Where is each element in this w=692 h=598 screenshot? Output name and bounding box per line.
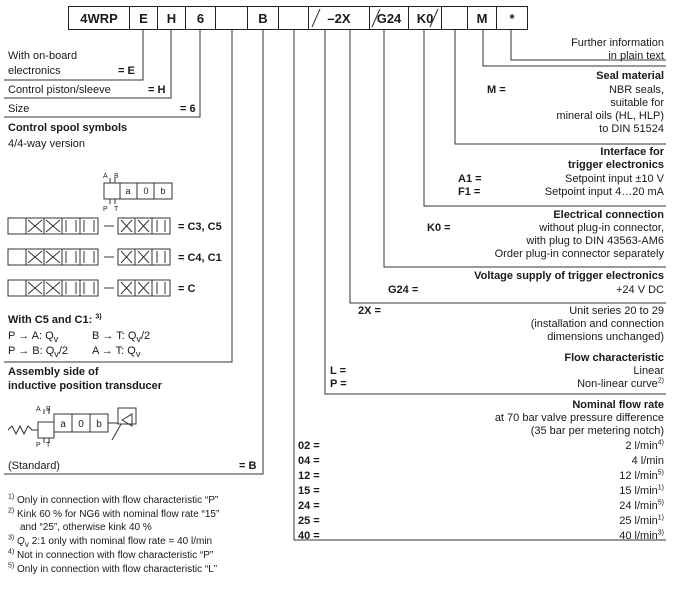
spool-code-c: = C — [178, 283, 196, 295]
f1-text: Setpoint input 4…20 mA — [544, 186, 664, 198]
footnote-5 — [8, 563, 217, 576]
rate-code-24: 24 = — [298, 500, 320, 512]
rate-value-40-sup: 3) — [657, 529, 664, 537]
rate-value-25-text: 25 l/min — [619, 515, 658, 527]
flow-bt-text: B → T: Q — [92, 330, 137, 342]
code-text: 4WRP — [80, 10, 118, 26]
rate-value-02 — [625, 440, 664, 453]
piston-label: Control piston/sleeve — [8, 84, 111, 96]
footnote-2-cont — [20, 521, 152, 534]
standard-code: = B — [239, 460, 257, 472]
footnote-2 — [8, 508, 219, 521]
nominal-flow-sub-2: (35 bar per metering notch) — [530, 425, 664, 437]
box-a-label: a — [125, 186, 131, 196]
port-p-label: P — [103, 206, 108, 213]
footnote-3-sub: v — [24, 539, 29, 549]
trans-port-b-label: B — [46, 406, 51, 413]
rate-value-24-sup: 5) — [657, 499, 664, 507]
transducer-symbol — [8, 408, 136, 443]
spool-code-c4-c1: = C4, C1 — [178, 252, 222, 264]
rate-value-12-sup: 5) — [657, 469, 664, 477]
rate-value-25 — [619, 515, 664, 528]
flow-at-sub: v — [135, 349, 141, 360]
piston-code: = H — [148, 84, 166, 96]
rate-code-25: 25 = — [298, 515, 320, 527]
footnote-2-cont-text: and “25”, otherwise kink 40 % — [20, 522, 152, 533]
code-text: –2X — [327, 10, 351, 26]
footnote-1 — [8, 494, 218, 507]
footnote-3-text: 2:1 only with nominal flow rate = 40 l/min — [28, 536, 213, 547]
code-text: * — [509, 10, 515, 26]
onboard-line-1: With on-board — [8, 50, 78, 62]
trans-port-a-label: A — [36, 406, 41, 413]
rate-value-40 — [619, 530, 664, 543]
with-c5-c1-sup: 3) — [95, 313, 102, 321]
rate-value-04-text: 4 l/min — [631, 455, 664, 467]
flow-at — [92, 345, 140, 361]
rate-code-02: 02 = — [298, 440, 320, 452]
voltage-text: +24 V DC — [616, 284, 664, 296]
flow-char-l-text: Linear — [633, 365, 664, 377]
flow-char-p-label: Non-linear curve — [577, 378, 658, 390]
flow-char-p-text — [577, 378, 664, 391]
footnote-2-mark: 2) — [8, 507, 15, 515]
box-b-label: b — [160, 186, 166, 196]
footnote-5-text: Only in connection with flow characteristic “L” — [17, 564, 218, 575]
footnote-1-mark: 1) — [8, 493, 15, 501]
flow-char-p-code: P = — [330, 378, 347, 390]
footnote-4-text: Not in connection with flow characteristic “P” — [17, 550, 214, 561]
spool-symbol-c — [8, 280, 170, 296]
seal-line-1: NBR seals, — [608, 84, 664, 96]
assembly-title-2: inductive position transducer — [8, 380, 163, 392]
flow-bt — [92, 330, 150, 346]
code-text: 6 — [196, 10, 205, 26]
flow-pb-tail: /2 — [58, 345, 69, 357]
footnote-3-mark: 3) — [8, 534, 15, 542]
trans-port-t-label: T — [46, 442, 51, 449]
rate-code-40: 40 = — [298, 530, 320, 542]
rate-value-12 — [619, 470, 664, 483]
standard-label: (Standard) — [8, 460, 60, 472]
rate-value-24-text: 24 l/min — [619, 500, 658, 512]
size-label: Size — [8, 103, 30, 115]
code-text: K0 — [416, 10, 434, 26]
rate-value-04 — [632, 455, 664, 468]
flow-pb — [8, 345, 68, 361]
box-0-label: 0 — [143, 186, 149, 196]
rate-code-12: 12 = — [298, 470, 320, 482]
further-info-1: Further information — [571, 37, 664, 49]
flow-pb-text: P → B: Q — [8, 345, 55, 357]
trans-box-a-label: a — [60, 419, 66, 430]
seal-line-2: suitable for — [610, 97, 664, 109]
a1-code: A1 = — [458, 173, 482, 185]
onboard-code: = E — [118, 65, 135, 77]
unit-line-3: dimensions unchanged) — [547, 331, 664, 343]
footnote-5-mark: 5) — [8, 562, 15, 570]
onboard-label — [8, 50, 77, 63]
code-text: E — [139, 10, 148, 26]
footnote-1-text: Only in connection with flow characteristic “P” — [17, 495, 219, 506]
spool-symbol-c3-c5 — [8, 218, 170, 234]
electrical-code: K0 = — [427, 222, 451, 234]
rate-value-15-sup: 1) — [657, 484, 664, 492]
interface-title-1: Interface for — [600, 146, 664, 158]
rate-value-15-text: 15 l/min — [619, 485, 658, 497]
a1-text: Setpoint input ±10 V — [565, 173, 664, 185]
flow-pb-sub: v — [54, 349, 59, 360]
unit-code: 2X = — [358, 305, 381, 317]
trans-box-0-label: 0 — [78, 419, 84, 430]
spool-subtitle: 4/4-way version — [8, 138, 86, 150]
trans-port-p-label: P — [36, 442, 41, 449]
rate-value-15 — [619, 485, 664, 498]
code-text: H — [166, 10, 177, 26]
port-t-label: T — [114, 206, 119, 213]
rate-value-02-text: 2 l/min — [625, 440, 658, 452]
nominal-flow-sub-1: at 70 bar valve pressure difference — [494, 412, 664, 424]
rate-value-40-text: 40 l/min — [619, 530, 658, 542]
electrical-line-3: Order plug-in connector separately — [494, 248, 664, 260]
footnote-4-mark: 4) — [8, 548, 15, 556]
further-info-2: in plain text — [608, 50, 664, 62]
electrical-title: Electrical connection — [553, 209, 664, 221]
flow-at-text: A → T: Q — [92, 345, 136, 357]
seal-line-3: mineral oils (HL, HLP) — [556, 110, 664, 122]
flow-bt-tail: /2 — [141, 330, 151, 342]
flow-pa — [8, 330, 58, 346]
footnote-3-q: Q — [17, 536, 25, 547]
electrical-line-1: without plug-in connector, — [539, 222, 664, 234]
seal-line-4: to DIN 51524 — [599, 123, 664, 135]
onboard-label-2: electronics — [8, 65, 61, 77]
rate-value-02-sup: 4) — [657, 439, 664, 447]
seal-code: M = — [487, 84, 506, 96]
port-a-label: A — [103, 173, 108, 180]
flow-char-title: Flow characteristic — [564, 352, 664, 364]
code-text: G24 — [376, 10, 402, 26]
code-text: B — [258, 10, 268, 26]
voltage-title: Voltage supply of trigger electronics — [474, 270, 664, 282]
unit-line-2: (installation and connection — [530, 318, 664, 330]
flow-char-l-code: L = — [330, 365, 347, 377]
rate-value-24 — [619, 500, 664, 513]
spool-code-c3-c5: = C3, C5 — [178, 221, 222, 233]
rate-code-15: 15 = — [298, 485, 320, 497]
voltage-code: G24 = — [388, 284, 419, 296]
rate-value-12-text: 12 l/min — [619, 470, 658, 482]
trans-box-b-label: b — [96, 419, 102, 430]
flow-char-p-sup: 2) — [657, 377, 664, 385]
electrical-line-2: with plug to DIN 43563-AM6 — [526, 235, 664, 247]
footnote-2-text: Kink 60 % for NG6 with nominal flow rate “15” — [17, 509, 220, 520]
spool-title: Control spool symbols — [8, 122, 128, 134]
f1-code: F1 = — [458, 186, 481, 198]
unit-line-1: Unit series 20 to 29 — [569, 305, 664, 317]
rate-code-04: 04 = — [298, 455, 320, 467]
flow-pa-sub: v — [53, 334, 59, 345]
rate-value-25-sup: 1) — [657, 514, 664, 522]
seal-title: Seal material — [596, 70, 664, 82]
flow-bt-sub: v — [136, 334, 141, 345]
with-c5-c1-text: With C5 and C1: — [8, 314, 93, 326]
assembly-title-1: Assembly side of — [8, 366, 99, 378]
code-text: M — [476, 10, 488, 26]
spool-symbol-c4-c1 — [8, 249, 170, 265]
port-b-label: B — [114, 173, 119, 180]
footnote-4 — [8, 549, 213, 562]
flow-pa-text: P → A: Q — [8, 330, 54, 342]
size-code: = 6 — [180, 103, 196, 115]
with-c5-c1-label — [8, 314, 102, 327]
interface-title-2: trigger electronics — [568, 159, 664, 171]
nominal-flow-title: Nominal flow rate — [572, 399, 664, 411]
